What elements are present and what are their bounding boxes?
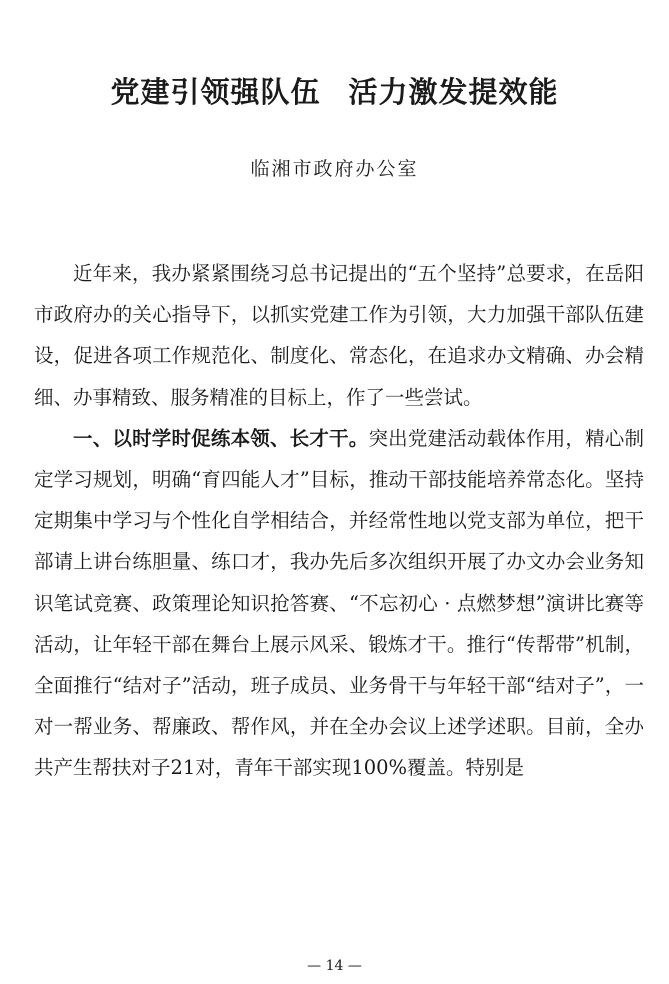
author-line: 临湘市政府办公室 (250, 158, 419, 180)
page-number: — 14 — (307, 958, 362, 974)
section-1-heading: 一、以时学时促练本领、长才干。 (73, 426, 369, 450)
paragraph-intro-text: 近年来，我办紧紧围绕习总书记提出的“五个坚持”总要求，在岳阳市政府办的关心指导下，以抓实党建工作为引领，大力加强干部队伍建设，促进各项工作规范化、制度化、常态化，在追求办文精确、办会精细、办事精致、服务精准的目标上，作了一些尝试。 (34, 262, 644, 409)
document-title (0, 70, 669, 111)
document-body (34, 253, 644, 789)
title-part-1: 党建引领强队伍 (110, 75, 321, 109)
section-1-text: 突出党建活动载体作用，精心制定学习规划，明确“育四能人才”目标，推动干部技能培养常态化。坚持定期集中学习与个性化自学相结合，并经常性地以党支部为单位，把干部请上讲台练胆量、练口才，我办先后多次组织开展了办文办会业务知识笔试竞赛、政策理论知识抢答赛、“不忘初心 · 点燃梦想”演讲比赛等活动，让年轻干部在舞台上展示风采、锻炼才干。推行“传帮带”机制，全面推行“结对子”活动，班子成员、业务骨干与年轻干部“结对子”，一对一帮业务、帮廉政、帮作风，并在全办会议上述学述职。目前，全办共产生帮扶对子21对，青年干部实现100%覆盖。特别是 (34, 426, 644, 780)
paragraph-section-1 (34, 418, 644, 789)
paragraph-intro (34, 253, 644, 418)
title-part-2: 活力激发提效能 (348, 75, 559, 109)
